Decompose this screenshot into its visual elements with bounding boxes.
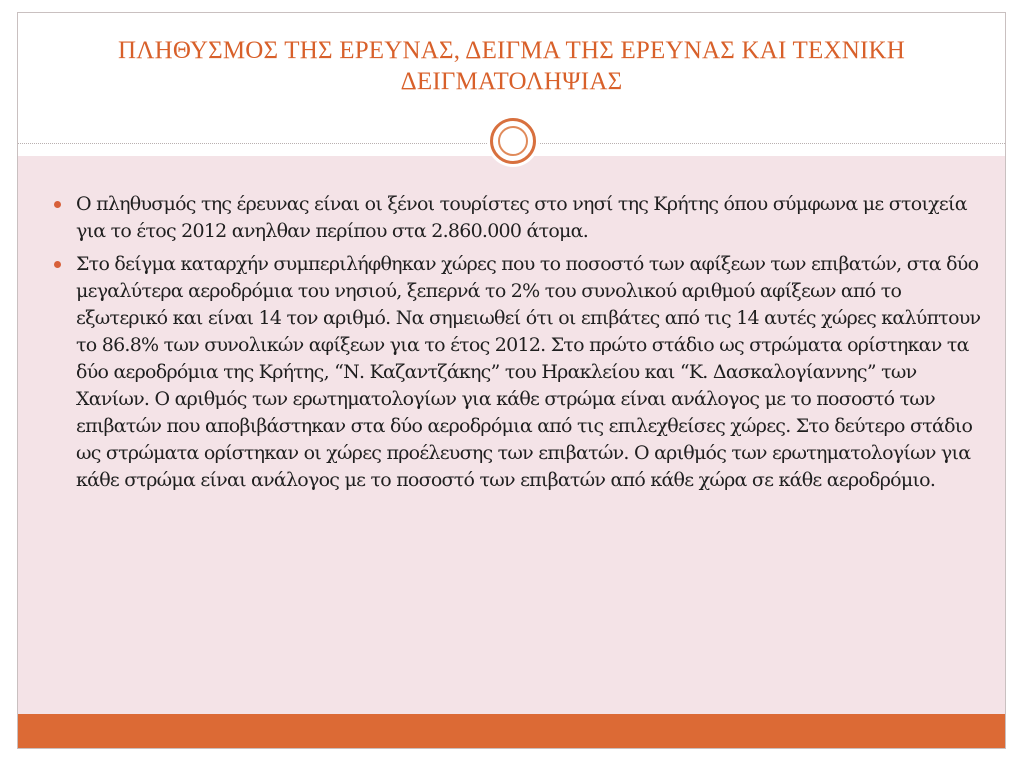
bullet-item-population — [54, 191, 983, 245]
content-area — [18, 156, 1005, 714]
bullet-text: Στο δείγμα καταρχήν συμπεριλήφθηκαν χώρες που το ποσοστό των αφίξεων των επιβατών, στα δύο μεγαλύτερα αεροδρόμια του νησιού, ξεπερνά το 2% του συνολικού αριθμού αφίξεων από το εξωτερικό και είναι 14 τον αριθμό. Να σημειωθεί ότι οι επιβάτες από τις 14 αυτές χώρες καλύπτουν το 86.8% των συνολικών αφίξεων για το έτος 2012. Στο πρώτο στάδιο ως στρώματα ορίστηκαν τα δύο αεροδρόμια της Κρήτης, “Ν. Καζαντζάκης” του Ηρακλείου και “Κ. Δασκαλογίαννης” των Χανίων. Ο αριθμός των ερωτηματολογίων για κάθε στρώμα είναι ανάλογος με το ποσοστό των επιβατών που αποβιβάστηκαν στα δύο αεροδρόμια από τις επιλεχθείσες χώρες. Στο δεύτερο στάδιο ως στρώματα ορίστηκαν οι χώρες προέλευσης των επιβατών. Ο αριθμός των ερωτηματολογίων για κάθε στρώμα είναι ανάλογος με το ποσοστό των επιβατών από κάθε χώρα σε κάθε αεροδρόμιο. — [76, 253, 981, 491]
circle-ornament-icon — [487, 115, 539, 167]
footer-bar — [18, 714, 1005, 748]
bullet-text: Ο πληθυσμός της έρευνας είναι οι ξένοι τουρίστες στο νησί της Κρήτης όπου σύμφωνα με στοιχεία για το έτος 2012 ανηλθαν περίπου στα 2.860.000 άτομα. — [76, 193, 967, 242]
bullet-dot-icon — [54, 261, 61, 268]
slide — [17, 12, 1006, 749]
bullet-item-sample — [54, 251, 983, 494]
slide-title: ΠΛΗΘΥΣΜΟΣ ΤΗΣ ΕΡΕΥΝΑΣ, ΔΕΙΓΜΑ ΤΗΣ ΕΡΕΥΝΑΣ ΚΑΙ ΤΕΧΝΙΚΗ ΔΕΙΓΜΑΤΟΛΗΨΙΑΣ — [118, 37, 905, 95]
bullet-dot-icon — [54, 201, 61, 208]
bullet-list — [54, 191, 983, 500]
